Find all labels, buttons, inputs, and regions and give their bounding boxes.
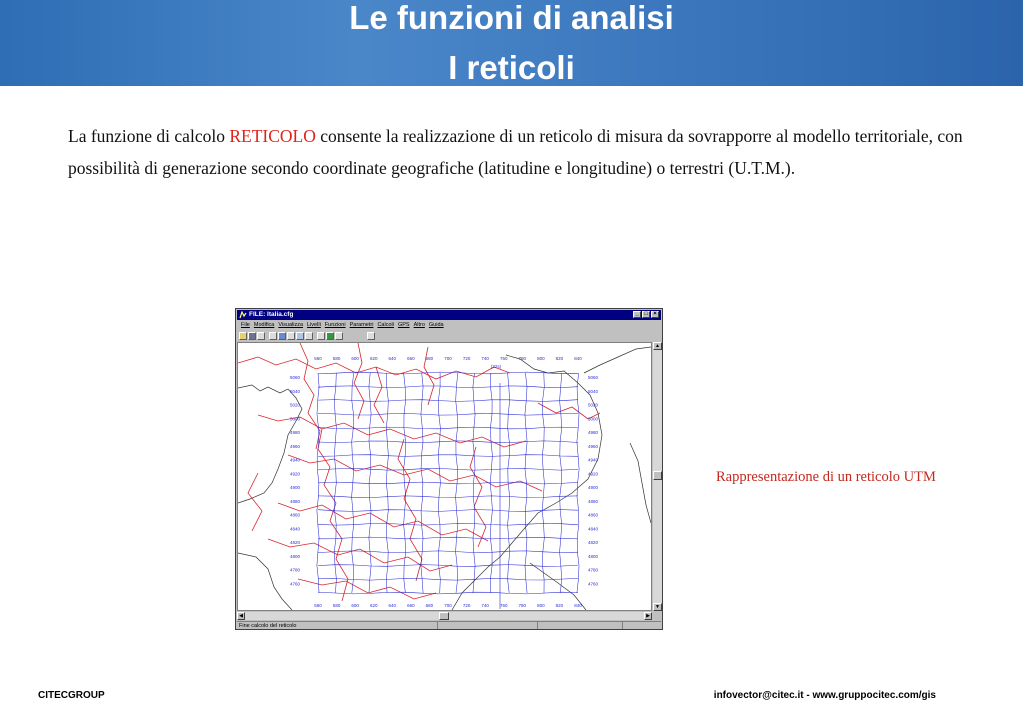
grid-label-left: 4900 [290,485,301,490]
grid-label-right: 5060 [588,375,599,380]
utm-grid-line [318,413,578,415]
utm-grid-line [318,537,578,539]
maximize-button[interactable]: □ [642,311,650,318]
menu-bar [237,321,661,330]
horizontal-scrollbar[interactable] [237,612,652,620]
grid-label-top: 840 [574,356,582,361]
grid-label-left: 4920 [290,471,301,477]
grid-label-top: 780 [518,356,527,361]
status-bar [237,621,661,630]
grid-label-top: 800 [537,356,545,361]
grid-label-top: 680 [425,356,434,361]
utm-grid-line [369,373,371,593]
status-cell [622,622,623,629]
grid-label-right: 4900 [588,485,599,490]
menu-file[interactable]: File [241,322,250,328]
scroll-right-icon[interactable]: ▶ [644,612,652,620]
boundary-line [288,455,542,491]
boundary-line [248,473,262,531]
utm-grid-line [318,592,578,594]
grid-label-bottom: 700 [444,603,452,608]
grid-label-left: 4820 [290,540,301,545]
grid-label-top: 600 [351,356,359,361]
utm-grid-line [318,523,578,525]
coastline [238,553,292,610]
close-button[interactable]: × [651,311,659,318]
grid-label-top: 560 [314,356,322,361]
grid-label-right: 5000 [588,416,599,422]
footer-company: CITECGROUP [38,690,105,701]
grid-label-bottom: 760 [499,603,508,608]
grid-label-left: 5020 [290,402,301,408]
window-titlebar [237,310,661,320]
map-layer-icon[interactable] [326,332,334,340]
grid-label-bottom: 560 [314,603,322,608]
grid-label-right: 4760 [588,581,599,587]
coastline [630,443,651,523]
utm-grid-line [318,510,578,512]
app-window-screenshot [235,308,663,630]
grid-label-top: 760 [499,356,508,361]
grid-label-left: 4940 [290,457,301,463]
vertical-scrollbar[interactable] [653,342,662,611]
grid-label-right: 4860 [588,512,599,518]
layers-icon[interactable] [278,332,286,340]
grid-label-bottom: 640 [388,603,397,608]
grid-label-bottom: 820 [555,603,564,608]
utm-grid-line [318,427,578,429]
grid-label-right: 5040 [588,388,599,394]
document-icon[interactable] [335,332,343,340]
menu-modifica[interactable]: Modifica [253,322,275,328]
grid-label-right: 4820 [588,540,599,545]
grid-label-top: 660 [407,356,415,361]
toolbar [237,331,661,341]
select-icon[interactable] [317,332,325,340]
properties-icon[interactable] [287,332,295,340]
scroll-up-icon[interactable]: ▲ [653,342,662,350]
menu-gps[interactable]: GPS [397,322,410,328]
grid-label-bottom: 580 [332,603,341,608]
grid-label-top: 740 [481,356,489,361]
header-banner [0,0,1023,86]
grid-label-top: 620 [369,356,378,361]
print-icon[interactable] [257,332,265,340]
grid-label-bottom: 840 [574,603,582,608]
window-title: FILE: Italia.cfg [249,311,294,318]
grid-label-bottom: 660 [407,603,415,608]
status-cell [437,622,438,629]
scroll-thumb-horizontal[interactable] [439,612,449,620]
grid-label-bottom: 780 [518,603,527,608]
grid-label-right: 5020 [588,402,599,408]
scroll-left-icon[interactable]: ◀ [237,612,245,620]
minimize-button[interactable]: _ [633,311,641,318]
grid-label-right: 4840 [588,526,599,532]
map-view[interactable] [237,342,652,611]
utm-grid-line [560,373,562,593]
utm-grid-line [318,482,578,484]
help-icon[interactable] [367,332,375,340]
grid-label-left: 4800 [290,553,301,559]
grid-label-left: 4860 [290,512,301,518]
zoom-icon[interactable] [296,332,304,340]
page-title: Le funzioni di analisi [349,0,674,36]
grid-label-left: 4840 [290,526,301,532]
menu-parametri[interactable]: Parametri [349,322,374,328]
grid-label-right: 4940 [588,457,599,463]
menu-livelli[interactable]: Livelli [307,322,321,328]
menu-guida[interactable]: Guida [428,322,444,328]
utm-grid-line [473,373,475,593]
utm-grid-line [318,578,578,580]
save-icon[interactable] [248,332,256,340]
grid-label-top: 580 [332,356,341,361]
boundary-line [354,343,364,419]
grid-label-right: 4960 [588,443,599,449]
measure-icon[interactable] [305,332,313,340]
scroll-down-icon[interactable]: ▼ [653,603,662,611]
utm-grid-line [577,373,579,593]
grid-label-right: 4800 [588,553,599,559]
utm-grid-line [318,386,578,388]
menu-funzioni[interactable]: Funzioni [324,322,346,328]
figure-caption: Rappresentazione di un reticolo UTM [716,469,936,485]
grid-label-left: 5040 [290,388,301,394]
grid-label-right: 4780 [588,567,599,573]
grid-label-bottom: 740 [481,603,489,608]
app-logo-icon [239,311,247,319]
grid-label-left: 4780 [290,567,301,573]
menu-altro[interactable]: Altro [413,322,425,328]
grid-label-top: 720 [462,356,471,361]
footer-contact: infovector@citec.it - www.gruppocitec.com/gis [713,690,936,701]
utm-grid-line [318,400,578,402]
utm-grid-line [490,373,492,593]
scroll-thumb-vertical[interactable] [653,471,662,480]
open-folder-icon[interactable] [239,332,247,340]
grid-label-bottom: 600 [351,603,359,608]
grid-label-left: 4980 [290,430,301,435]
status-cell [537,622,538,629]
coastline [584,347,651,373]
grid-label-top: 700 [444,356,452,361]
grid-label-left: 4960 [290,443,301,449]
status-text: Fine calcolo del reticolo [239,623,297,629]
grid-label-right: 4920 [588,471,599,477]
intro-text-before: La funzione di calcolo [68,126,230,146]
utm-grid-line [318,551,578,553]
utm-grid-line [318,496,578,498]
grid-label-left: 4760 [290,581,301,587]
utm-grid-line [334,373,336,593]
page-subtitle: I reticoli [448,49,575,86]
menu-visualizza[interactable]: Visualizza [278,322,304,328]
grid-label-top: 640 [388,356,397,361]
utm-grid-line [318,441,578,443]
grid-label-bottom: 720 [462,603,471,608]
utm-grid-line [508,373,510,593]
menu-calcoli[interactable]: Calcoli [377,322,394,328]
grid-label-right: 4880 [588,498,599,504]
zone-label: (32s) [490,364,502,369]
utm-grid-line [318,468,578,470]
utm-grid-line [318,455,578,457]
grid-label-left: 4880 [290,498,301,504]
boundary-line [318,429,348,601]
intro-highlight: RETICOLO [229,126,316,146]
grid-label-top: 820 [555,356,564,361]
intro-paragraph [68,120,963,184]
grid-label-bottom: 800 [537,603,545,608]
new-document-icon[interactable] [269,332,277,340]
map-canvas[interactable] [238,343,651,610]
boundary-line [470,447,486,547]
grid-label-bottom: 680 [425,603,434,608]
intro-text-after: consente la realizzazione di un reticolo di misura da sovrapporre al modello territoriale, con possibilità di generazione secondo coordinate geografiche (latitudine e longitudine) o terrestri (U.T.M.). [68,126,963,178]
utm-grid-line [456,373,458,593]
utm-grid-line [386,373,388,593]
grid-label-left: 5000 [290,416,301,422]
grid-label-left: 5060 [290,375,301,380]
grid-label-right: 4980 [588,430,599,435]
grid-label-bottom: 620 [369,603,378,608]
